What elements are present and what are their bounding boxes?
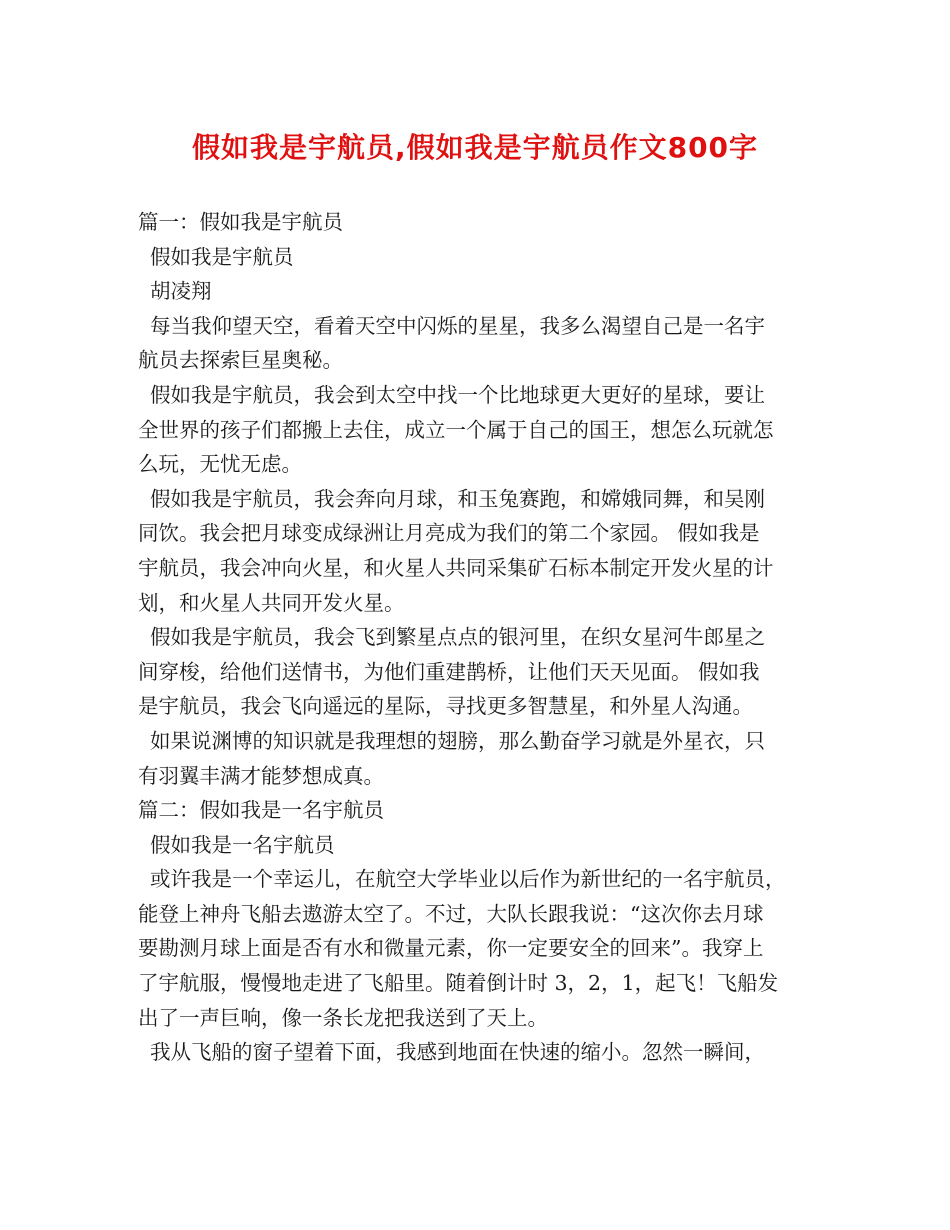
- text-line: 间穿梭，给他们送情书，为他们重建鹊桥，让他们天天见面。 假如我: [138, 659, 760, 684]
- text-line: 或许我是一个幸运儿，在航空大学毕业以后作为新世纪的一名宇航员，: [150, 867, 786, 892]
- text-line: 全世界的孩子们都搬上去住，成立一个属于自己的国王，想怎么玩就怎: [138, 417, 774, 442]
- text-line: 出了一声巨响，像一条长龙把我送到了天上。: [138, 1005, 548, 1030]
- text-line: 我从飞船的窗子望着下面，我感到地面在快速的缩小。忽然一瞬间，: [150, 1040, 765, 1065]
- text-line: 有羽翼丰满才能梦想成真。: [138, 763, 384, 788]
- text-line: 如果说渊博的知识就是我理想的翅膀，那么勤奋学习就是外星衣，只: [150, 728, 765, 753]
- text-line: 篇二：假如我是一名宇航员: [138, 798, 384, 823]
- text-line: 宇航员，我会冲向火星，和火星人共同采集矿石标本制定开发火星的计: [138, 555, 774, 580]
- article-body: [138, 205, 818, 1070]
- text-line: 是宇航员，我会飞向遥远的星际，寻找更多智慧星，和外星人沟通。: [138, 694, 753, 719]
- text-line: 么玩，无忧无虑。: [138, 452, 302, 477]
- text-line: 胡凌翔: [150, 279, 212, 304]
- text-line: 假如我是宇航员，我会到太空中找一个比地球更大更好的星球，要让: [150, 382, 765, 407]
- text-line: 假如我是宇航员: [150, 244, 294, 269]
- text-line: 划，和火星人共同开发火星。: [138, 590, 405, 615]
- text-line: 要勘测月球上面是否有水和微量元素，你一定要安全的回来”。我穿上: [138, 936, 764, 961]
- text-line: 能登上神舟飞船去遨游太空了。不过，大队长跟我说：“这次你去月球: [138, 901, 764, 926]
- page-title: 假如我是宇航员,假如我是宇航员作文800字: [191, 131, 759, 164]
- text-line: 了宇航服，慢慢地走进了飞船里。随着倒计时 3，2，1，起飞！飞船发: [138, 971, 779, 996]
- text-line: 每当我仰望天空，看着天空中闪烁的星星，我多么渴望自己是一名宇: [150, 313, 765, 338]
- text-line: 假如我是一名宇航员: [150, 832, 335, 857]
- text-line: 篇一：假如我是宇航员: [138, 210, 343, 234]
- text-line: 航员去探索巨星奥秘。: [138, 348, 343, 373]
- text-line: 假如我是宇航员，我会奔向月球，和玉兔赛跑，和嫦娥同舞，和吴刚: [150, 486, 765, 511]
- text-line: 假如我是宇航员，我会飞到繁星点点的银河里，在织女星河牛郎星之: [150, 625, 765, 650]
- text-line: 同饮。我会把月球变成绿洲让月亮成为我们的第二个家园。 假如我是: [138, 521, 760, 546]
